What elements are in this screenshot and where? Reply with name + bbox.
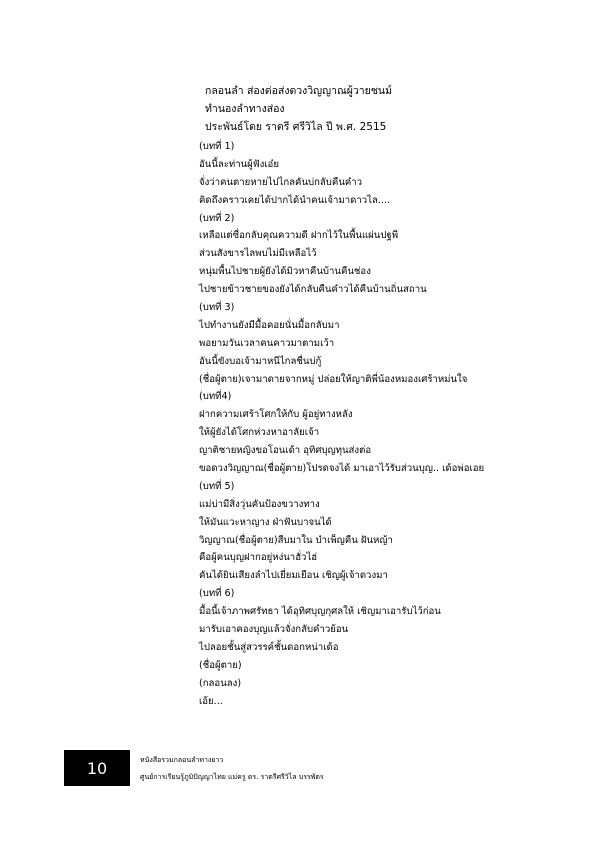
document-header: [205, 82, 565, 136]
poem-line: แม่บ่ามีสิ่งวุ่นคันป้องขวางทาง: [199, 498, 320, 510]
poem-line: (ชื่อผู้ตาย)เจามาดายจากหมู่ ปล่อยให้ญาติพี่น้องหมองเศร้าหม่นใจ: [199, 373, 468, 385]
poem-line: คือผู้คนบุญฝากอยู่หง่นาฮั่วไฮ่: [199, 552, 318, 564]
page-number: 10: [86, 758, 108, 778]
page-number-box: [64, 750, 130, 786]
stanza-heading: (บทที่4): [199, 391, 232, 403]
poem-line: ฝากความเศร้าโศกให้กับ ผู้อยู่ทางหลัง: [199, 409, 353, 421]
poem-line: คิดถึงคราวเคยได้ปากได้นำคนเจ้ามาดาวไล....: [199, 194, 391, 206]
poem-author: ประพันธ์โดย ราตรี ศรีวิไล ปี พ.ศ. 2515: [205, 121, 387, 133]
poem-line: (กลอนลง): [199, 677, 242, 689]
poem-line: ไปลอยชั้นสู่สวรรค์ชั้นดอกหน่าเด้อ: [199, 641, 339, 653]
poem-line: วิญญาณ(ชื่อผู้ตาย)สืบมาใน บำเพ็ญคืน ฝันหญ้า: [199, 534, 393, 546]
poem-line: มื้อนี้เจ้าภาพศรัทธา ได้อุทิศบุญกุศลให้ เชิญมาเอารับไว้ก่อน: [199, 606, 441, 618]
poem-melody: ทำนองลำทางส่อง: [205, 103, 285, 115]
poem-line: ให้มันแวะหาญาง ฝ่าฟันบาจนได้: [199, 516, 332, 528]
poem-line: ไปชายข้าวชายของยังได้กลับคืนคำวได้คืนบ้านถิ่นสถาน: [199, 284, 427, 296]
poem-line: (ชื่อผู้ตาย): [199, 659, 242, 671]
poem-line: อันนี้ขังบอเจ้ามาหนีไกลชื่นบ่กู้: [199, 355, 322, 367]
footer-book-title: หนังสือรวมกลอนลำทางยาว: [140, 756, 224, 764]
poem-line: คันได้ยินเสียงลำไปเยี่ยมเยือน เชิญผู้เจ้าดวงมา: [199, 570, 388, 582]
poem-line: ขอดวงวิญญาณ(ชื่อผู้ตาย)โปรดจงได้ มาเอาไว้รับส่วนบุญ.. เด้อพ่อเอย: [199, 463, 485, 475]
stanza-heading: (บทที่ 1): [199, 141, 235, 152]
poem-line: ให้ผู้ยังได้โศกห่วงหาอาลัยเจ้า: [199, 427, 320, 439]
poem-line: ส่วนสังขารไลพบไม่มีเหลือไว้: [199, 248, 317, 260]
poem-line: เหลือแต่ซื่อกลับคุณความดี ฝากไว้ในพื้นแผ่นปฐพี: [199, 230, 399, 242]
poem-line: พอยามวันเวลาคนคาวมาตามเว้า: [199, 337, 335, 349]
footer: [140, 752, 440, 786]
poem-body: [199, 138, 579, 711]
poem-line: เอ้ย...: [199, 695, 223, 707]
poem-line: หนุ่มพื้นไปชายผู้ยังได้มิวหาคืนบ้านคืนช่อง: [199, 266, 371, 278]
stanza-heading: (บทที่ 5): [199, 480, 235, 492]
poem-line: ญาติชายหญิงขอโอนเด้า อุทิศบุญทุนส่งต่อ: [199, 445, 372, 457]
poem-line: ไปทำงานยังมีมื้อคอยนั่นมื้อกลับมา: [199, 319, 340, 331]
poem-line: อันนี้ละท่านผู้ฟังเอ๋ย: [199, 158, 279, 170]
poem-line: จั่งว่าคนตายหายไปไกลคันบ่กลับคืนคำว: [199, 176, 363, 188]
stanza-heading: (บทที่ 6): [199, 588, 235, 600]
footer-publisher: ศูนย์การเรียนรู้ภูมิปัญญาไทย แม่ครู ดร. ราตรีศรีวิไล บรรพัตร: [140, 773, 324, 781]
poem-title: กลอนลำ ส่องต่อส่งดวงวิญญาณผู้วายชนม์: [205, 85, 393, 97]
stanza-heading: (บทที่ 3): [199, 302, 235, 314]
stanza-heading: (บทที่ 2): [199, 212, 235, 224]
poem-line: มารับเอาคองบุญแล้วจั่งกลับคำวย้อน: [199, 624, 349, 636]
